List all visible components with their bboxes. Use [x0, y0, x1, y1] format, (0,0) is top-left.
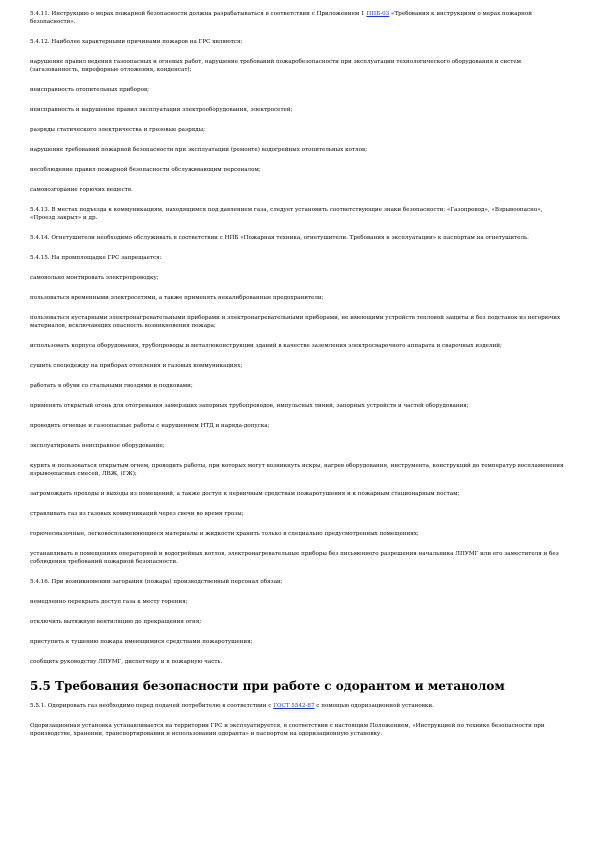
paragraph: пользоваться кустарными электронагревательными приборами и электронагревательными приборами, не имеющими устройств тепловой защиты и без подставок из негорючих материалов, исключающих опасность возникновения пожара; — [30, 315, 561, 329]
paragraph: сообщить руководству ЛПУМГ, диспетчеру и в пожарную часть. — [30, 659, 223, 665]
paragraph: разряды статического электричества и грозовые разряды; — [30, 127, 205, 133]
paragraph-text: 5.5.1. Одорировать газ необходимо перед подачей потребителю в соответствии с — [30, 703, 274, 709]
paragraph: нарушение правил ведения газоопасных и огневых работ, нарушение требований пожаробезопасности при эксплуатации технологического оборудования и систем (загазованность, пирофорные отложения, конденсат); — [30, 59, 522, 73]
paragraph: самовозгорание горючих веществ. — [30, 187, 133, 193]
paragraph: стравливать газ из газовых коммуникаций через свечи во время грозы; — [30, 511, 244, 517]
paragraph-group — [30, 10, 565, 666]
paragraph: устанавливать в помещениях операторной и водогрейных котлов, электронагревательные приборы без письменного разрешения начальника ЛПУМГ или его заместителя и без соблюдения требований пожарной безопасности. — [30, 551, 559, 565]
document-page — [30, 10, 565, 750]
paragraph-text: «Требования к инструкциям о мерах пожарной безопасности». — [30, 11, 533, 25]
paragraph: эксплуатировать неисправное оборудование; — [30, 443, 165, 449]
paragraph: немедленно перекрыть доступ газа к месту горения; — [30, 599, 188, 605]
paragraph: 5.4.15. На промплощадке ГРС запрещается: — [30, 255, 162, 261]
paragraph: пользоваться временными электросетями, а также применять некалиброванные предохранители; — [30, 295, 324, 301]
paragraph: отключить вытяжную вентиляцию до прекращения огня; — [30, 619, 202, 625]
paragraph-text: 5.4.11. Инструкцию о мерах пожарной безопасности должна разрабатываться в соответствии с Приложением 1 — [30, 11, 367, 17]
document-link[interactable]: ППБ-03 — [366, 11, 390, 17]
paragraph-group-2 — [30, 702, 565, 738]
paragraph: курить и пользоваться открытым огнем, проводить работы, при которых могут возникнуть искры, нагрев оборудования, инструмента, конструкций до температур воспламенения взрывоопасных смесей, ЛВЖ, (ГЖ); — [30, 463, 564, 477]
paragraph: сушить спецодежду на приборах отопления и газовых коммуникациях; — [30, 363, 243, 369]
paragraph: горючесмазочные, легковоспламеняющиеся материалы и жидкости хранить только в специально предусмотренных помещениях; — [30, 531, 419, 537]
paragraph-text: с помощью одоризационной установки. — [314, 703, 434, 709]
paragraph: 5.4.16. При возникновении загорания (пожара) производственный персонал обязан: — [30, 579, 283, 585]
paragraph: 5.4.12. Наиболее характерными причинами пожаров на ГРС являются: — [30, 39, 243, 45]
paragraph: 5.4.14. Огнетушители необходимо обслуживать в соответствии с НПБ «Пожарная техника, огнетушители. Требования к эксплуатации» к паспортам на огнетушитель. — [30, 235, 529, 241]
paragraph: самовольно монтировать электропроводку; — [30, 275, 159, 281]
document-link[interactable]: ГОСТ 5542-87 — [273, 703, 315, 709]
paragraph: использовать корпуса оборудования, трубопроводы и металлоконструкции зданий в качестве заземления электросварочного аппарата и сварочных изделий; — [30, 343, 502, 349]
paragraph: применять открытый огонь для отогревания замерзших запорных трубопроводов, импульсных линий, запорных устройств и частей оборудования; — [30, 403, 469, 409]
paragraph — [30, 702, 565, 710]
paragraph: проводить огневые и газоопасные работы с нарушением НТД и наряда-допуска; — [30, 423, 270, 429]
paragraph: загромождать проходы и выходы из помещений, а также доступ к первичным средствам пожаротушения и к пожарным стационарным постам; — [30, 491, 460, 497]
paragraph: приступить к тушению пожара имеющимися средствами пожаротушения; — [30, 639, 253, 645]
paragraph: неисправность отопительных приборов; — [30, 87, 149, 93]
paragraph: нарушение требований пожарной безопасности при эксплуатации (ремонте) водогрейных отопительных котлов; — [30, 147, 367, 153]
paragraph: несоблюдение правил пожарной безопасности обслуживающим персоналом; — [30, 167, 261, 173]
paragraph: 5.4.13. В местах подъезда к коммуникациям, находящимся под давлением газа, следует установить соответствующие знаки безопасности: «Газопровод», «Взрывоопасно», «Проезд закрыт» и др. — [30, 207, 543, 221]
paragraph — [30, 10, 565, 26]
paragraph: Одоризационная установка устанавливается на территории ГРС и эксплуатируется, в соответствии с настоящим Положением, «Инструкцией по технике безопасности при производстве, хранении, транспортировании и использовании одоранта» и паспортом на одоризационную установку. — [30, 723, 545, 737]
section-title: 5.5 Требования безопасности при работе с одорантом и метанолом — [30, 679, 505, 693]
paragraph: работать в обуви со стальными гвоздями и подковами; — [30, 383, 193, 389]
paragraph: неисправность и нарушение правил эксплуатации электрооборудования, электросетей; — [30, 107, 293, 113]
